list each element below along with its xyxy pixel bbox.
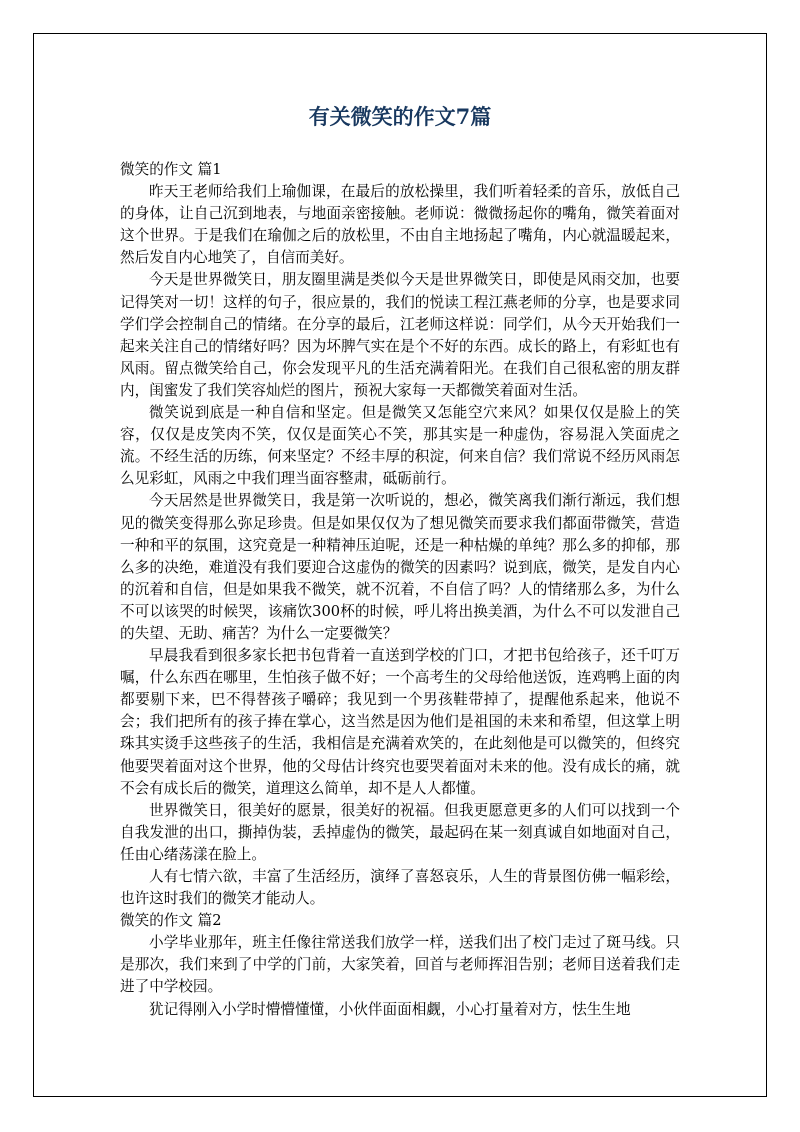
section-heading: 微笑的作文 篇2 xyxy=(120,912,222,930)
paragraph: 早晨我看到很多家长把书包背着一直送到学校的门口，才把书包给孩子，还千叮万嘱，什么东西在哪里，生怕孩子做不好；一个高考生的父母给他送饭，连鸡鸭上面的肉都要剔下来，巴不得替孩子嚼碎；我见到一个男孩鞋带掉了，提醒他系起来，他说不会；我们把所有的孩子捧在掌心，这当然是因为他们是祖国的未来和希望，但这掌上明珠其实烫手这些孩子的生活，我相信是充满着欢笑的，在此刻他是可以微笑的，但终究他要哭着面对这个世界，他的父母估计终究也要哭着面对未来的他。没有成长的痛，就不会有成长后的微笑，道理这么简单，却不是人人都懂。 xyxy=(120,647,680,797)
section-essay-2 xyxy=(120,910,680,1020)
section-essay-1 xyxy=(120,159,680,910)
paragraph: 今天居然是世界微笑日，我是第一次听说的，想必，微笑离我们渐行渐远，我们想见的微笑变得那么弥足珍贵。但是如果仅仅为了想见微笑而要求我们都面带微笑，营造一种和平的氛围，这究竟是一种精神压迫呢，还是一种枯燥的单纯？那么多的抑郁，那么多的决绝，难道没有我们要迎合这虚伪的微笑的因素吗？说到底，微笑，是发自内心的沉着和自信，但是如果我不微笑，就不沉着，不自信了吗？人的情绪那么多，为什么不可以该哭的时候哭，该痛饮300杯的时候，呼儿将出换美酒，为什么不可以发泄自己的失望、无助、痛苦？为什么一定要微笑？ xyxy=(120,492,680,642)
document-body xyxy=(120,100,680,1021)
paragraph: 微笑说到底是一种自信和坚定。但是微笑又怎能空穴来风？如果仅仅是脸上的笑容，仅仅是皮笑肉不笑，仅仅是面笑心不笑，那其实是一种虚伪，容易混入笑面虎之流。不经生活的历练，何来坚定？不经丰厚的积淀，何来自信？我们常说不经历风雨怎么见彩虹，风雨之中我们理当面容整肃，砥砺前行。 xyxy=(120,404,680,488)
paragraph: 人有七情六欲，丰富了生活经历，演绎了喜怒哀乐，人生的背景图仿佛一幅彩绘，也许这时我们的微笑才能动人。 xyxy=(120,868,680,908)
paragraph: 今天是世界微笑日，朋友圈里满是类似今天是世界微笑日，即使是风雨交加，也要记得笑对一切！这样的句子，很应景的，我们的悦读工程江燕老师的分享，也是要求同学们学会控制自己的情绪。在分享的最后，江老师这样说：同学们，从今天开始我们一起来关注自己的情绪好吗？因为坏脾气实在是个不好的东西。成长的路上，有彩虹也有风雨。留点微笑给自己，你会发现平凡的生活充满着阳光。在我们自己很私密的朋友群内，闺蜜发了我们笑容灿烂的图片，预祝大家每一天都微笑着面对生活。 xyxy=(120,271,680,399)
paragraph: 小学毕业那年，班主任像往常送我们放学一样，送我们出了校门走过了斑马线。只是那次，我们来到了中学的门前，大家笑着，回首与老师挥泪告别；老师目送着我们走进了中学校园。 xyxy=(120,934,680,996)
paragraph: 犹记得刚入小学时懵懵懂懂，小伙伴面面相觑，小心打量着对方，怯生生地 xyxy=(149,1000,631,1018)
document-title: 有关微笑的作文7篇 xyxy=(308,104,492,129)
paragraph: 世界微笑日，很美好的愿景，很美好的祝福。但我更愿意更多的人们可以找到一个自我发泄的出口，撕掉伪装，丢掉虚伪的微笑，最起码在某一刻真诚自如地面对自己，任由心绪荡漾在脸上。 xyxy=(120,801,680,863)
paragraph: 昨天王老师给我们上瑜伽课，在最后的放松操里，我们听着轻柔的音乐，放低自己的身体，让自己沉到地表，与地面亲密接触。老师说：微微扬起你的嘴角，微笑着面对这个世界。于是我们在瑜伽之后的放松里，不由自主地扬起了嘴角，内心就温暖起来，然后发自内心地笑了，自信而美好。 xyxy=(120,183,680,267)
section-heading: 微笑的作文 篇1 xyxy=(120,161,222,178)
